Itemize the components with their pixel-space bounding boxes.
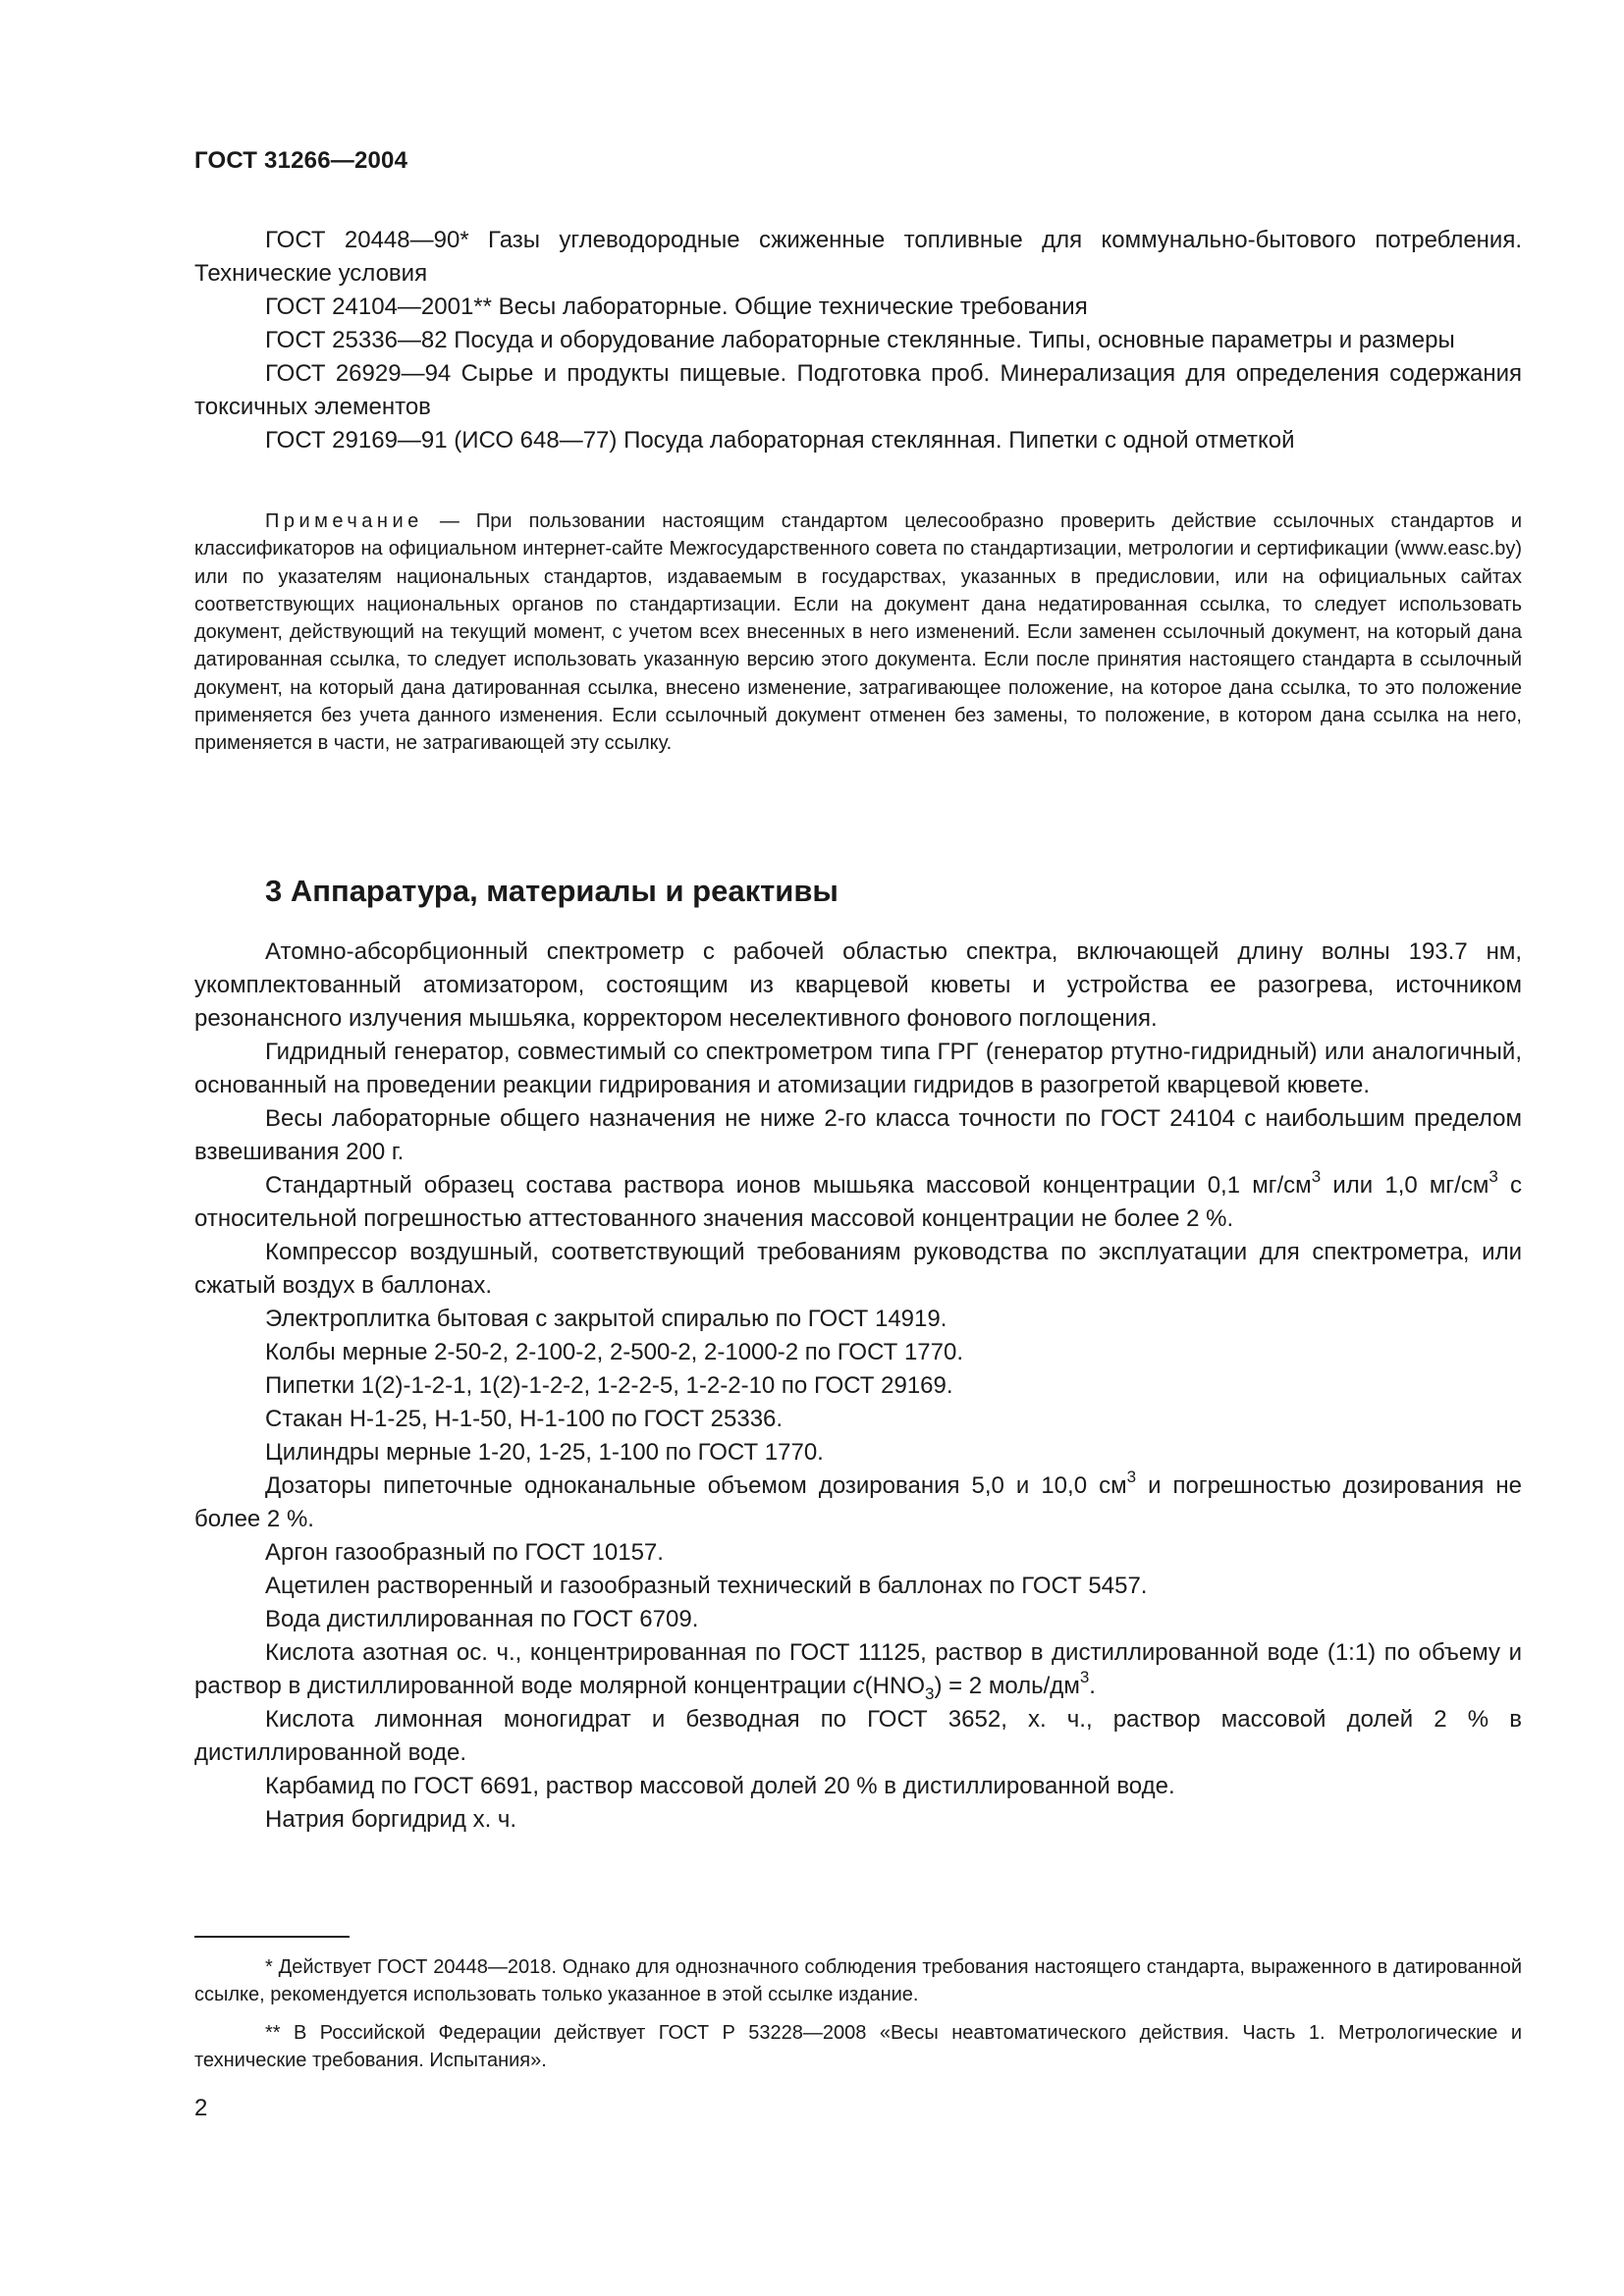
note-label: Примечание (265, 510, 423, 532)
paragraph: Ацетилен растворенный и газообразный технический в баллонах по ГОСТ 5457. (265, 1573, 1148, 1599)
paragraph: Колбы мерные 2-50-2, 2-100-2, 2-500-2, 2-1000-2 по ГОСТ 1770. (265, 1339, 963, 1365)
document-page (194, 0, 1522, 2296)
reference-item: ГОСТ 24104—2001** Весы лабораторные. Общие технические требования (265, 294, 1088, 320)
paragraph (194, 1469, 1522, 1536)
reference-item: ГОСТ 25336—82 Посуда и оборудование лабораторные стеклянные. Типы, основные параметры и размеры (265, 327, 1455, 353)
reference-item: ГОСТ 29169—91 (ИСО 648—77) Посуда лабораторная стеклянная. Пипетки с одной отметкой (265, 427, 1295, 454)
paragraph-text: с относительной погрешностью аттестованного значения массовой концентрации не более 2 %. (194, 1172, 1523, 1232)
paragraph-text: Стандартный образец состава раствора ионов мышьяка массовой концентрации 0,1 мг/см (265, 1172, 1312, 1199)
paragraph: Компрессор воздушный, соответствующий требованиям руководства по эксплуатации для спектрометра, или сжатый воздух в баллонах. (194, 1239, 1522, 1299)
references-note (194, 507, 1522, 758)
footnote: * Действует ГОСТ 20448—2018. Однако для однозначного соблюдения требования настоящего стандарта, выраженного в датированной ссылке, рекомендуется использовать только указанное в этой ссылке издание. (194, 1956, 1522, 2006)
paragraph-text: или 1,0 мг/см (1321, 1172, 1489, 1199)
reference-item: ГОСТ 20448—90* Газы углеводородные сжиженные топливные для коммунально-бытового потребления. Технические условия (194, 227, 1522, 287)
footnotes (194, 1953, 1522, 2084)
document-code-header: ГОСТ 31266—2004 (194, 147, 408, 174)
formula-text: ) = 2 моль/дм (934, 1673, 1080, 1699)
formula-text: (HNO (864, 1673, 925, 1699)
paragraph: Кислота лимонная моногидрат и безводная по ГОСТ 3652, х. ч., раствор массовой долей 2 % в дистиллированной воде. (194, 1706, 1522, 1766)
paragraph: Электроплитка бытовая с закрытой спиралью по ГОСТ 14919. (265, 1306, 947, 1332)
paragraph-text: и погрешностью дозирования не более 2 %. (194, 1472, 1522, 1532)
paragraph: Атомно-абсорбционный спектрометр с рабочей областью спектра, включающей длину волны 193.7 нм, укомплектованный атомизатором, состоящим из кварцевой кюветы и устройства ее разогрева, источником резонансного излучения мышьяка, корректором неселективного фонового поглощения. (194, 938, 1522, 1032)
section-title: 3 Аппаратура, материалы и реактивы (265, 874, 839, 908)
superscript: 3 (1126, 1468, 1137, 1486)
section-body (194, 935, 1522, 1837)
paragraph: Стакан Н-1-25, Н-1-50, Н-1-100 по ГОСТ 25336. (265, 1406, 784, 1432)
page-number: 2 (194, 2095, 208, 2121)
formula-variable: c (852, 1673, 865, 1699)
paragraph: Карбамид по ГОСТ 6691, раствор массовой долей 20 % в дистиллированной воде. (265, 1773, 1175, 1799)
paragraph: Аргон газообразный по ГОСТ 10157. (265, 1539, 664, 1566)
paragraph: Пипетки 1(2)-1-2-1, 1(2)-1-2-2, 1-2-2-5, 1-2-2-10 по ГОСТ 29169. (265, 1372, 953, 1399)
paragraph: Цилиндры мерные 1-20, 1-25, 1-100 по ГОСТ 1770. (265, 1439, 824, 1466)
reference-item: ГОСТ 26929—94 Сырье и продукты пищевые. Подготовка проб. Минерализация для определения содержания токсичных элементов (194, 360, 1522, 420)
superscript: 3 (1079, 1668, 1090, 1686)
normative-references (194, 224, 1522, 457)
footnote-divider (194, 1936, 350, 1938)
paragraph-text: Кислота азотная ос. ч., концентрированная по ГОСТ 11125, раствор в дистиллированной воде (1:1) по объему и раствор в дистиллированной воде молярной концентрации (194, 1639, 1522, 1699)
paragraph (194, 1169, 1522, 1236)
paragraph (194, 1636, 1522, 1703)
superscript: 3 (1311, 1167, 1322, 1186)
superscript: 3 (1489, 1167, 1498, 1186)
subscript: 3 (924, 1683, 935, 1703)
paragraph: Вода дистиллированная по ГОСТ 6709. (265, 1606, 699, 1632)
paragraph-text: Дозаторы пипеточные одноканальные объемом дозирования 5,0 и 10,0 см (265, 1472, 1127, 1499)
paragraph: Гидридный генератор, совместимый со спектрометром типа ГРГ (генератор ртутно-гидридный) или аналогичный, основанный на проведении реакции гидрирования и атомизации гидридов в разогретой кварцевой кювете. (194, 1039, 1522, 1098)
paragraph: Весы лабораторные общего назначения не ниже 2-го класса точности по ГОСТ 24104 с наибольшим пределом взвешивания 200 г. (194, 1105, 1522, 1165)
paragraph: Натрия боргидрид х. ч. (265, 1806, 517, 1833)
footnote: ** В Российской Федерации действует ГОСТ Р 53228—2008 «Весы неавтоматического действия. Часть 1. Метрологические и технические требования. Испытания». (194, 2021, 1522, 2071)
note-text: — При пользовании настоящим стандартом целесообразно проверить действие ссылочных стандартов и классификаторов на официальном интернет-сайте Межгосударственного совета по стандартизации, метрологии и сертификации (www.easc.by) или по указателям национальных стандартов, издаваемым в государствах, указанных в предисловии, или на официальных сайтах соответствующих национальных органов по стандартизации. Если на документ дана недатированная ссылка, то следует использовать документ, действующий на текущий момент, с учетом всех внесенных в него изменений. Если заменен ссылочный документ, на который дана датированная ссылка, то следует использовать указанную версию этого документа. Если после принятия настоящего стандарта в ссылочный документ, на который дана датированная ссылка, внесено изменение, затрагивающее положение, на которое дана ссылка, то это положение применяется без учета данного изменения. Если ссылочный документ отменен без замены, то положение, в котором дана ссылка на него, применяется в части, не затрагивающей эту ссылку. (194, 510, 1522, 755)
paragraph-text: . (1089, 1673, 1096, 1699)
